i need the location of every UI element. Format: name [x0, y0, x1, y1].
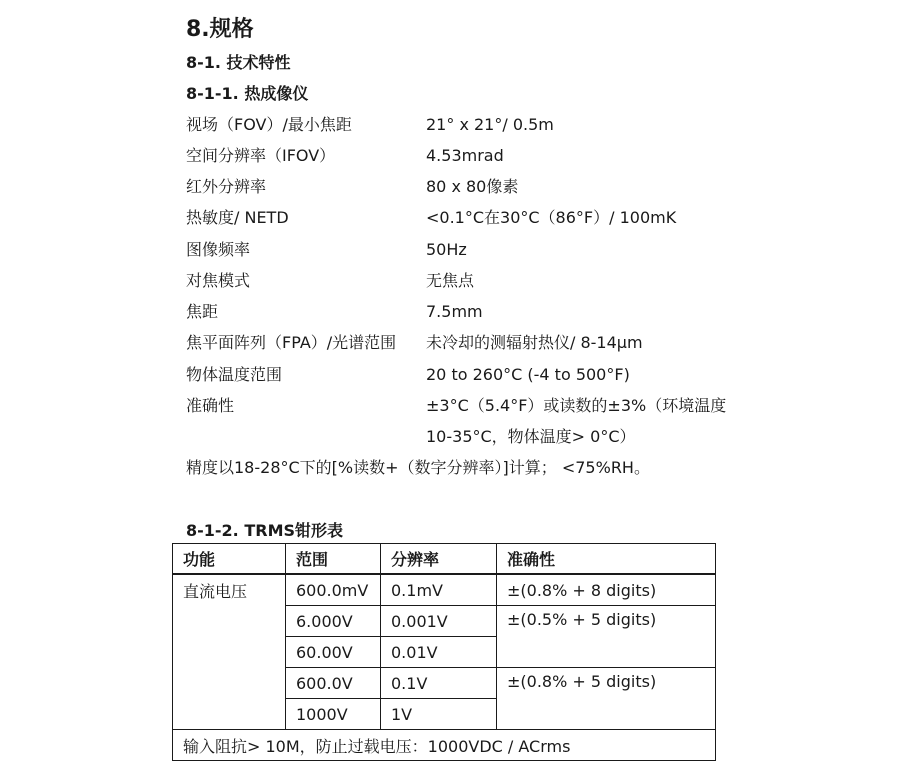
- spec-value: 80 x 80像素: [426, 177, 519, 196]
- spec-label: 空间分辨率（IFOV）: [186, 146, 336, 165]
- accuracy-cell: ±(0.8% + 8 digits): [497, 574, 716, 606]
- resolution-cell: 0.01V: [381, 637, 497, 668]
- range-cell: 60.00V: [286, 637, 381, 668]
- spec-label: 红外分辨率: [186, 177, 267, 196]
- resolution-cell: 0.1mV: [381, 574, 497, 606]
- spec-value: 未冷却的测辐射热仪/ 8-14μm: [426, 333, 643, 352]
- spec-row-accuracy-cont: [186, 424, 786, 450]
- resolution-cell: 0.1V: [381, 668, 497, 699]
- header-resolution: 分辨率: [381, 544, 497, 575]
- spec-label: 热敏度/ NETD: [186, 208, 289, 227]
- spec-label: 图像频率: [186, 240, 251, 259]
- spec-row-focal-length: [186, 299, 786, 325]
- spec-value: 7.5mm: [426, 302, 483, 321]
- accuracy-cell: ±(0.5% + 5 digits): [497, 606, 716, 668]
- range-cell: 1000V: [286, 699, 381, 730]
- table-row: [173, 574, 716, 606]
- range-cell: 600.0mV: [286, 574, 381, 606]
- accuracy-cell: ±(0.8% + 5 digits): [497, 668, 716, 730]
- spec-label: 视场（FOV）/最小焦距: [186, 115, 352, 134]
- spec-row-frame-rate: [186, 237, 786, 263]
- table-footer-row: [173, 730, 716, 761]
- spec-row-temp-range: [186, 362, 786, 388]
- table-header-row: [173, 544, 716, 575]
- clamp-meter-title: 8-1-2. TRMS钳形表: [186, 521, 344, 540]
- header-accuracy: 准确性: [497, 544, 716, 575]
- spec-row-netd: [186, 205, 786, 231]
- spec-label: 焦距: [186, 302, 219, 321]
- spec-row-fov: [186, 112, 786, 138]
- range-cell: 600.0V: [286, 668, 381, 699]
- spec-value: 4.53mrad: [426, 146, 504, 165]
- subsection-title: 8-1. 技术特性: [186, 53, 291, 72]
- spec-row-focus-mode: [186, 268, 786, 294]
- resolution-cell: 0.001V: [381, 606, 497, 637]
- header-range: 范围: [286, 544, 381, 575]
- spec-value: 50Hz: [426, 240, 467, 259]
- spec-row-ifov: [186, 143, 786, 169]
- footer-cell: 输入阻抗> 10M，防止过载电压：1000VDC / ACrms: [173, 730, 716, 761]
- section-title: 8.规格: [186, 17, 254, 42]
- spec-value: 10-35°C，物体温度> 0°C）: [426, 427, 636, 446]
- resolution-cell: 1V: [381, 699, 497, 730]
- accuracy-note: 精度以18-28°C下的[%读数+（数字分辨率）]计算； <75%RH。: [186, 458, 650, 477]
- spec-value: 21° x 21°/ 0.5m: [426, 115, 554, 134]
- clamp-spec-table: [172, 543, 716, 761]
- spec-value: ±3°C（5.4°F）或读数的±3%（环境温度: [426, 396, 727, 415]
- spec-label: 焦平面阵列（FPA）/光谱范围: [186, 333, 397, 352]
- spec-row-fpa: [186, 330, 786, 356]
- thermal-imager-title: 8-1-1. 热成像仪: [186, 84, 309, 103]
- function-cell: 直流电压: [173, 574, 286, 730]
- range-cell: 6.000V: [286, 606, 381, 637]
- spec-label: 准确性: [186, 396, 235, 415]
- spec-row-accuracy: [186, 393, 786, 419]
- header-function: 功能: [173, 544, 286, 575]
- spec-value: 无焦点: [426, 271, 475, 290]
- spec-row-ir-resolution: [186, 174, 786, 200]
- spec-label: 对焦模式: [186, 271, 251, 290]
- spec-value: <0.1°C在30°C（86°F）/ 100mK: [426, 208, 677, 227]
- spec-value: 20 to 260°C (-4 to 500°F): [426, 365, 630, 384]
- spec-label: 物体温度范围: [186, 365, 283, 384]
